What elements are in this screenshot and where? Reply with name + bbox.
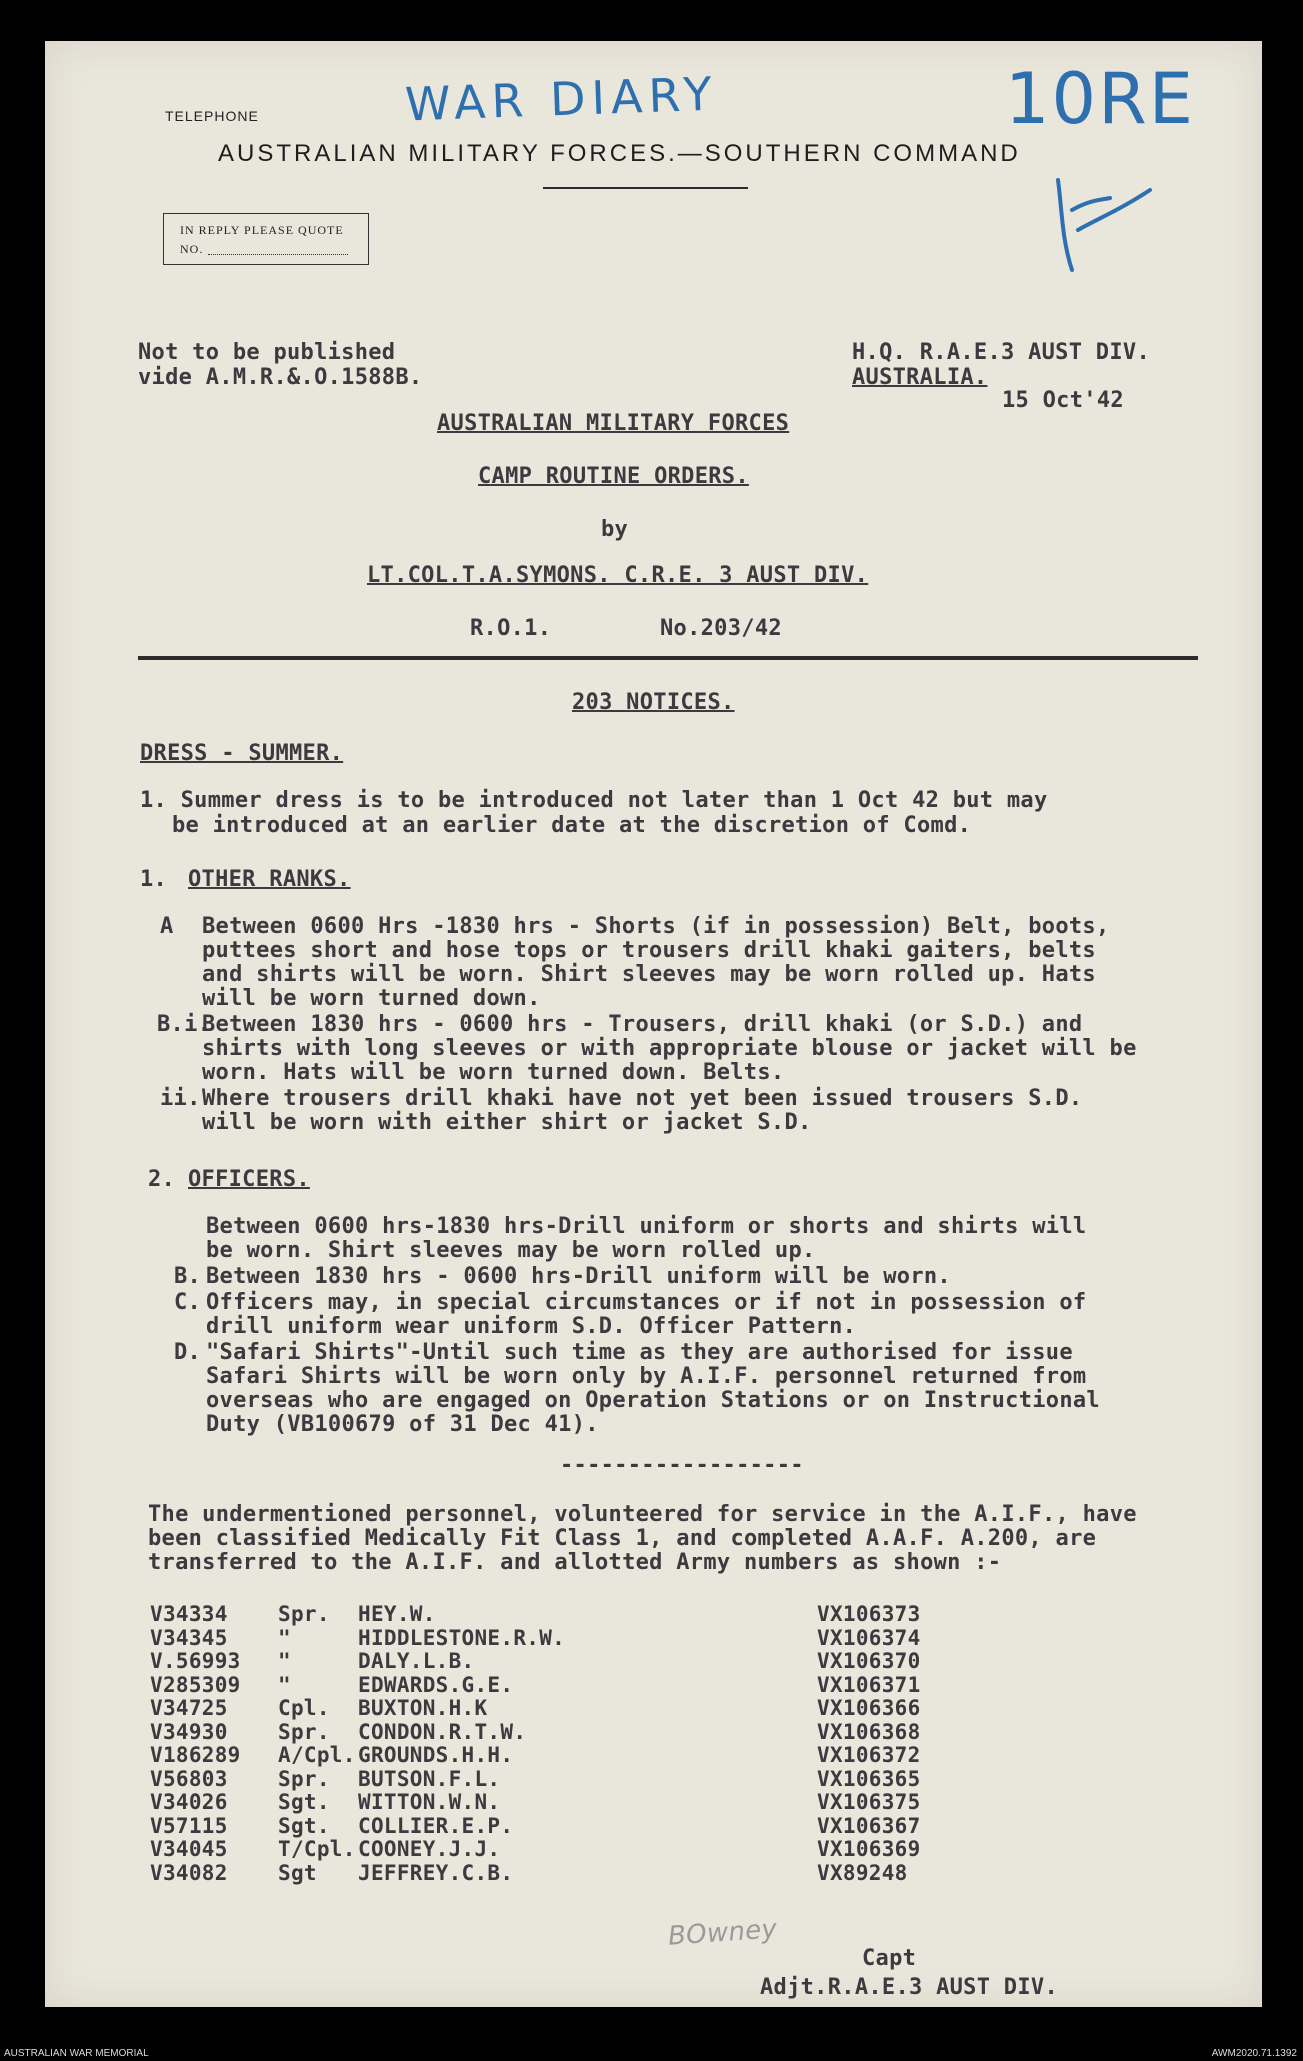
signature: BOwney	[667, 1914, 779, 1952]
personnel-old-number: V34725	[150, 1696, 228, 1720]
dress-heading: DRESS - SUMMER.	[140, 741, 344, 766]
hq-line1: H.Q. R.A.E.3 AUST DIV.	[852, 340, 1150, 365]
personnel-new-number: VX106365	[817, 1766, 921, 1791]
personnel-new-number: VX106366	[817, 1696, 921, 1720]
off-b-marker: B.	[174, 1264, 202, 1289]
personnel-old-number: V.56993	[150, 1649, 241, 1673]
transfer-line3: transferred to the A.I.F. and allotted Army numbers as shown :-	[148, 1550, 1002, 1575]
personnel-name: DALY.L.B.	[358, 1649, 475, 1673]
personnel-new-number: VX106369	[817, 1837, 921, 1861]
personnel-old-number: V34930	[150, 1719, 228, 1744]
personnel-rank: Spr.	[278, 1766, 330, 1791]
header-divider	[138, 656, 1198, 660]
personnel-new-number: VX106373	[817, 1602, 921, 1626]
personnel-name: WITTON.W.N.	[358, 1790, 501, 1814]
notices-heading: 203 NOTICES.	[572, 690, 735, 715]
off-d-line2: Safari Shirts will be worn only by A.I.F. personnel returned from	[206, 1364, 1087, 1389]
personnel-rank: Sgt	[278, 1860, 317, 1885]
or-a-marker: A	[160, 914, 174, 939]
signatory-appointment: Adjt.R.A.E.3 AUST DIV.	[760, 1975, 1058, 2000]
order-title-forces: AUSTRALIAN MILITARY FORCES	[437, 411, 790, 436]
not-published-line2: vide A.M.R.&.O.1588B.	[138, 365, 423, 390]
para1-line2: be introduced at an earlier date at the discretion of Comd.	[172, 813, 972, 838]
order-by: by	[601, 517, 629, 542]
or-bi-line3: worn. Hats will be worn turned down. Belts.	[202, 1060, 785, 1085]
personnel-old-number: V186289	[150, 1743, 241, 1767]
off-d-marker: D.	[174, 1340, 202, 1365]
personnel-name: BUXTON.H.K	[358, 1696, 488, 1720]
footer-accession-number: AWM2020.71.1392	[1211, 2048, 1297, 2059]
order-author: LT.COL.T.A.SYMONS. C.R.E. 3 AUST DIV.	[367, 563, 869, 588]
reply-number-line	[208, 254, 348, 255]
personnel-new-number: VX106375	[817, 1790, 921, 1814]
off-d-line4: Duty (VB100679 of 31 Dec 41).	[206, 1412, 599, 1437]
or-a-line2: puttees short and hose tops or trousers drill khaki gaiters, belts	[202, 938, 1096, 963]
or-ii-line1: Where trousers drill khaki have not yet been issued trousers S.D.	[202, 1086, 1083, 1111]
personnel-new-number: VX106370	[817, 1649, 921, 1673]
footer-source: AUSTRALIAN WAR MEMORIAL	[4, 2048, 149, 2059]
personnel-old-number: V285309	[150, 1672, 241, 1697]
personnel-name: HIDDLESTONE.R.W.	[358, 1625, 566, 1650]
handwritten-war-diary: WAR DIARY	[404, 66, 719, 132]
transfer-line1: The undermentioned personnel, volunteered for service in the A.I.F., have	[148, 1502, 1137, 1527]
personnel-old-number: V34345	[150, 1625, 228, 1650]
off-a-line1: Between 0600 hrs-1830 hrs-Drill uniform or shorts and shirts will	[206, 1214, 1087, 1239]
personnel-name: JEFFREY.C.B.	[358, 1860, 514, 1885]
personnel-old-number: V56803	[150, 1766, 228, 1791]
off-c-line2: drill uniform wear uniform S.D. Officer Pattern.	[206, 1314, 857, 1339]
handwritten-unit-code: 10RE	[1005, 58, 1195, 140]
personnel-new-number: VX106368	[817, 1719, 921, 1744]
signatory-rank: Capt	[862, 1946, 917, 1971]
personnel-rank: "	[278, 1649, 291, 1673]
or-bi-line2: shirts with long sleeves or with appropriate blouse or jacket will be	[202, 1036, 1137, 1061]
off-d-line3: overseas who are engaged on Operation Stations or on Instructional	[206, 1388, 1100, 1413]
personnel-old-number: V57115	[150, 1813, 228, 1838]
off-b-line1: Between 1830 hrs - 0600 hrs-Drill uniform will be worn.	[206, 1264, 951, 1289]
off-d-line1: "Safari Shirts"-Until such time as they are authorised for issue	[206, 1340, 1073, 1365]
personnel-new-number: VX106372	[817, 1743, 921, 1767]
personnel-name: EDWARDS.G.E.	[358, 1672, 514, 1697]
personnel-name: HEY.W.	[358, 1602, 436, 1626]
telephone-label: TELEPHONE	[165, 108, 259, 124]
officers-number: 2.	[148, 1167, 176, 1192]
reply-number-label: NO.	[180, 242, 204, 256]
personnel-name: CONDON.R.T.W.	[358, 1719, 527, 1744]
personnel-name: COLLIER.E.P.	[358, 1813, 514, 1838]
personnel-rank: "	[278, 1625, 291, 1650]
personnel-old-number: V34045	[150, 1837, 228, 1861]
personnel-rank: T/Cpl.	[278, 1837, 356, 1861]
order-title-routine: CAMP ROUTINE ORDERS.	[478, 464, 749, 489]
hq-line2: AUSTRALIA.	[852, 365, 988, 390]
section-separator: ------------------	[560, 1453, 804, 1478]
or-ii-line2: will be worn with either shirt or jacket S.D.	[202, 1110, 812, 1135]
or-a-line1: Between 0600 Hrs -1830 hrs - Shorts (if in possession) Belt, boots,	[202, 914, 1110, 939]
off-c-line1: Officers may, in special circumstances or if not in possession of	[206, 1290, 1087, 1315]
order-number: No.203/42	[660, 616, 782, 641]
personnel-new-number: VX106374	[817, 1625, 921, 1650]
personnel-rank: Sgt.	[278, 1813, 330, 1838]
off-c-marker: C.	[174, 1290, 202, 1315]
letterhead-title: AUSTRALIAN MILITARY FORCES.—SOUTHERN COMMAND	[218, 140, 1021, 167]
or-a-line3: and shirts will be worn. Shirt sleeves may be worn rolled up. Hats	[202, 962, 1096, 987]
reply-quote-label: IN REPLY PLEASE QUOTE	[180, 223, 344, 237]
personnel-new-number: VX106367	[817, 1813, 921, 1838]
personnel-old-number: V34082	[150, 1860, 228, 1885]
para1-line1: 1. Summer dress is to be introduced not later than 1 Oct 42 but may	[140, 788, 1048, 813]
personnel-rank: Spr.	[278, 1719, 330, 1744]
other-ranks-number: 1.	[140, 867, 168, 892]
personnel-rank: A/Cpl.	[278, 1743, 356, 1767]
personnel-old-number: V34334	[150, 1602, 228, 1626]
not-published-line1: Not to be published	[138, 340, 396, 365]
personnel-new-number: VX106371	[817, 1672, 921, 1697]
letterhead-rule	[543, 187, 748, 189]
personnel-name: COONEY.J.J.	[358, 1837, 501, 1861]
handwritten-initials	[1050, 170, 1160, 280]
other-ranks-heading: OTHER RANKS.	[188, 867, 351, 892]
transfer-line2: been classified Medically Fit Class 1, and completed A.A.F. A.200, are	[148, 1526, 1097, 1551]
or-bi-marker: B.i.	[157, 1012, 212, 1037]
personnel-rank: "	[278, 1672, 291, 1697]
personnel-old-number: V34026	[150, 1790, 228, 1814]
order-roi: R.O.1.	[470, 616, 552, 641]
personnel-name: GROUNDS.H.H.	[358, 1743, 514, 1767]
personnel-rank: Spr.	[278, 1602, 330, 1626]
or-bi-line1: Between 1830 hrs - 0600 hrs - Trousers, drill khaki (or S.D.) and	[202, 1012, 1083, 1037]
or-a-line4: will be worn turned down.	[202, 986, 541, 1011]
officers-heading: OFFICERS.	[188, 1167, 310, 1192]
personnel-rank: Cpl.	[278, 1696, 330, 1720]
personnel-new-number: VX89248	[817, 1860, 908, 1885]
reply-quote-box	[163, 213, 369, 265]
or-ii-marker: ii.	[160, 1086, 201, 1111]
order-date: 15 Oct'42	[1002, 388, 1124, 413]
off-a-line2: be worn. Shirt sleeves may be worn rolled up.	[206, 1238, 816, 1263]
personnel-rank: Sgt.	[278, 1790, 330, 1814]
personnel-name: BUTSON.F.L.	[358, 1766, 501, 1791]
